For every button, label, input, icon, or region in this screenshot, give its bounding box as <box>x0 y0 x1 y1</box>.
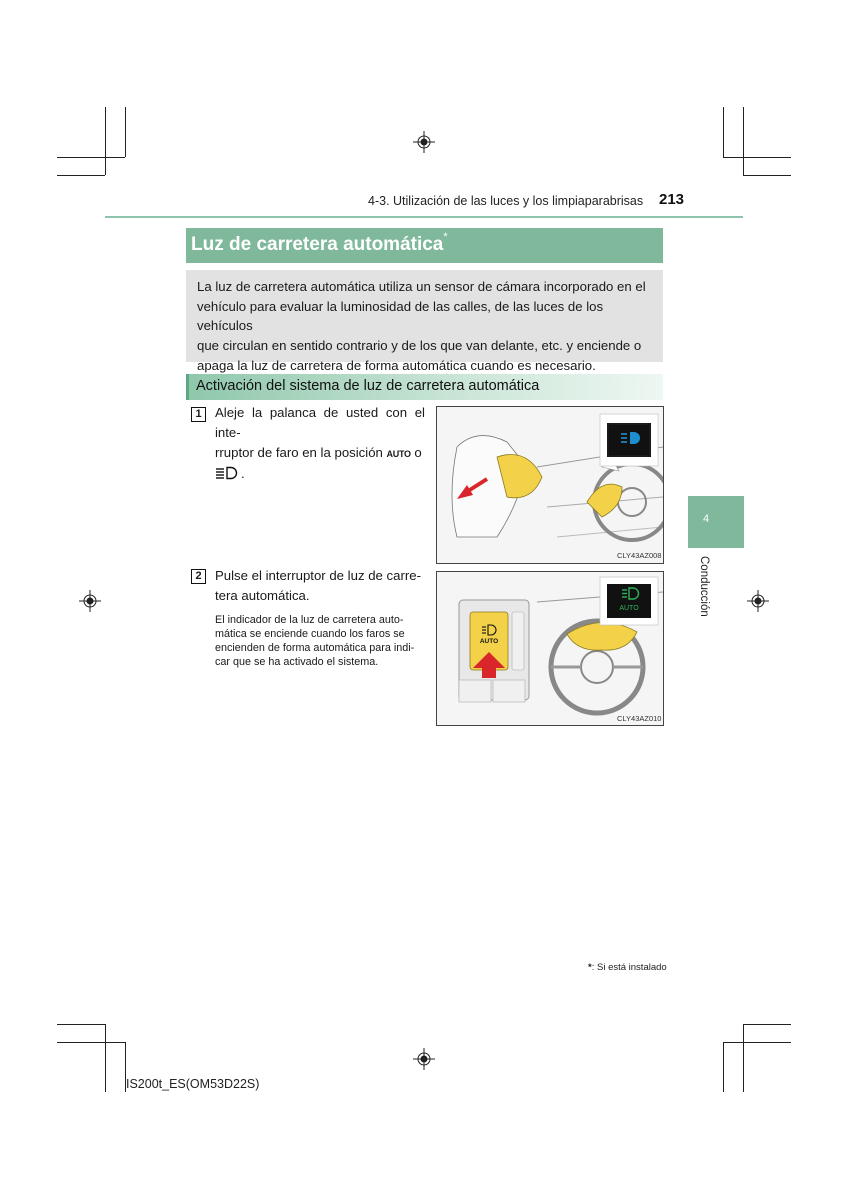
or-word: o <box>414 445 422 460</box>
running-header: 4-3. Utilización de las luces y los limpiaparabrisas <box>368 194 644 208</box>
subsection-title: Activación del sistema de luz de carretera automática <box>196 378 540 394</box>
step-2-note <box>215 613 425 669</box>
auto-position-label: AUTO <box>386 449 411 459</box>
illustration-lever <box>436 406 664 564</box>
illustration-switch <box>436 571 664 726</box>
chapter-label: Conducción <box>698 556 710 617</box>
figure-code: CLY43AZ008 <box>617 551 662 560</box>
document-code: IS200t_ES(OM53D22S) <box>126 1077 260 1091</box>
registration-mark-icon <box>79 590 101 612</box>
note-line: car que se ha activado el sistema. <box>215 656 379 668</box>
footnote-text: : Si está instalado <box>591 962 667 973</box>
page-title-text: Luz de carretera automática <box>191 234 444 255</box>
button-auto-label: AUTO <box>479 638 499 645</box>
note-line: encienden de forma automática para indi- <box>215 642 415 654</box>
switch-illustration <box>437 572 663 725</box>
intro-line: vehículo para evaluar la luminosidad de las calles, de las luces de los vehículos <box>197 298 604 334</box>
high-beam-blue-icon <box>621 432 640 444</box>
registration-mark-icon <box>413 1048 435 1070</box>
registration-mark-icon <box>413 131 435 153</box>
title-footnote-marker: * <box>443 231 448 243</box>
step-line: Pulse el interruptor de luz de carre- <box>215 568 421 583</box>
step-line: tera automática. <box>215 588 310 603</box>
footnote-marker: * <box>588 962 592 973</box>
chapter-tab <box>688 496 744 548</box>
intro-line: apaga la luz de carretera de forma automática cuando es necesario. <box>197 357 596 373</box>
registration-mark-icon <box>747 590 769 612</box>
subsection-heading <box>186 374 663 400</box>
note-line: El indicador de la luz de carretera auto- <box>215 614 404 626</box>
indicator-auto-label: AUTO <box>619 605 639 612</box>
step-number: 1 <box>191 407 206 422</box>
chapter-number: 4 <box>703 513 710 525</box>
headlight-icon <box>215 466 241 480</box>
header-divider <box>105 216 743 218</box>
figure-code: CLY43AZ010 <box>617 714 662 723</box>
intro-box <box>186 270 663 373</box>
step-line: rruptor de faro en la posición AUTO o <box>215 445 422 460</box>
intro-line: que circulan en sentido contrario y de los que van delante, etc. y enciende o <box>197 338 642 354</box>
note-line: mática se enciende cuando los faros se <box>215 628 405 640</box>
page-title <box>186 228 663 263</box>
step-2-text <box>215 566 425 606</box>
lever-illustration <box>437 407 663 563</box>
step-number: 2 <box>191 569 206 584</box>
intro-line: La luz de carretera automática utiliza un sensor de cámara incorporado en el <box>197 279 646 294</box>
step-line: . <box>215 464 425 484</box>
subsection-stripe <box>186 374 189 400</box>
step-1-text <box>215 403 425 484</box>
page-number: 213 <box>659 191 685 208</box>
step-line: Aleje la palanca de usted con el inte- <box>215 405 425 440</box>
footnote <box>588 962 667 973</box>
